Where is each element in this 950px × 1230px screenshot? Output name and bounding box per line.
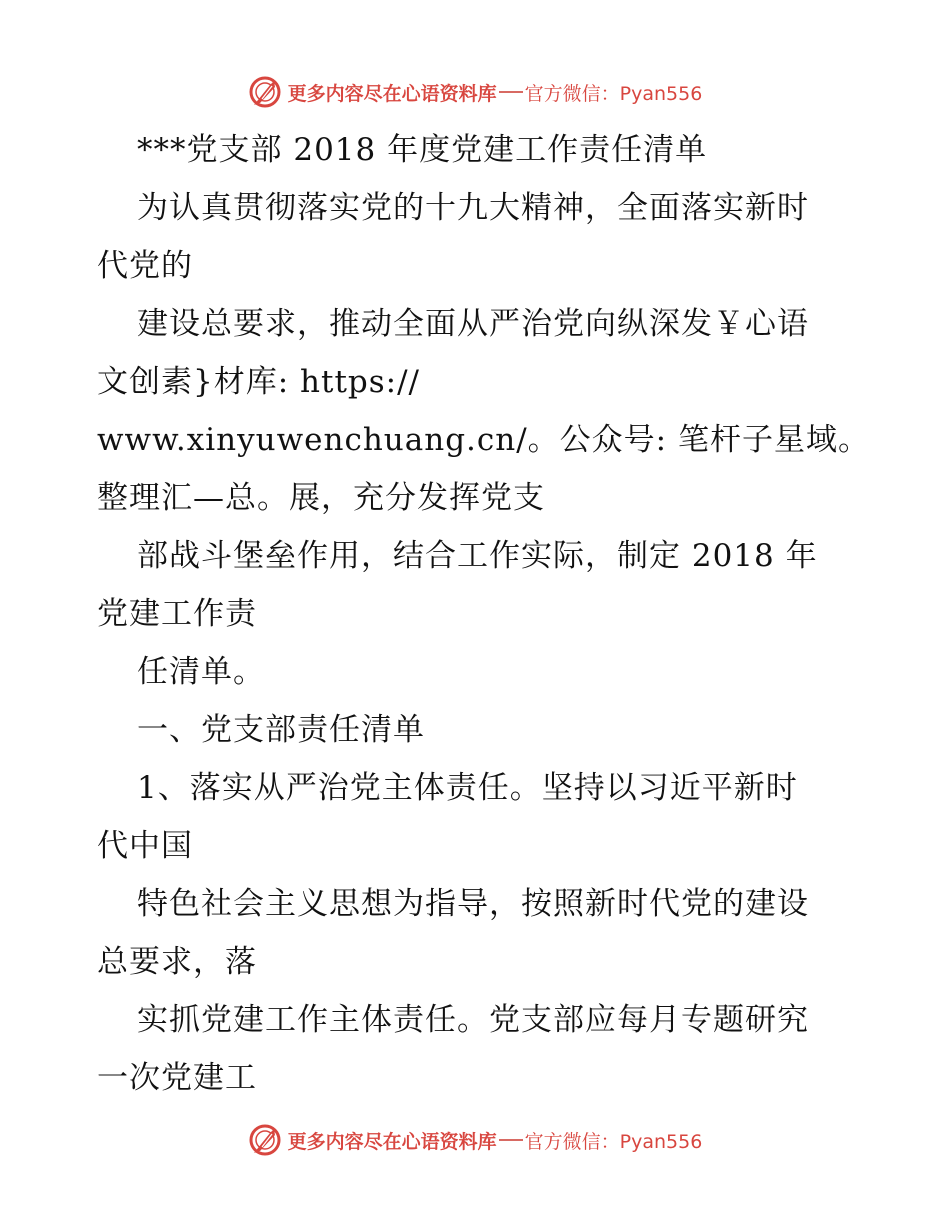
quill-logo-icon bbox=[248, 1123, 282, 1157]
footer-banner bbox=[0, 1120, 950, 1160]
banner-dash-divider bbox=[499, 91, 523, 93]
document-line: 一、党支部责任清单 bbox=[137, 712, 425, 748]
document-line: 建设总要求，推动全面从严治党向纵深发￥心语 bbox=[137, 306, 809, 342]
banner-wechat: 官方微信：Pyan556 bbox=[524, 82, 703, 105]
banner-dash-divider bbox=[499, 1139, 523, 1141]
banner-slogan: 更多内容尽在心语资料库 bbox=[287, 82, 497, 105]
document-line: 总要求，落 bbox=[97, 944, 257, 980]
document-line: www.xinyuwenchuang.cn/。公众号: 笔杆子星域。 bbox=[97, 422, 870, 458]
document-line: 实抓党建工作主体责任。党支部应每月专题研究 bbox=[137, 1002, 809, 1038]
document-line: 一次党建工 bbox=[97, 1060, 257, 1096]
document-line: 代中国 bbox=[97, 828, 193, 864]
document-line: 文创素}材库: https:// bbox=[97, 364, 420, 400]
document-line: 部战斗堡垒作用，结合工作实际，制定 2018 年 bbox=[137, 538, 818, 574]
document-line: 特色社会主义思想为指导，按照新时代党的建设 bbox=[137, 886, 809, 922]
document-line: 1、落实从严治党主体责任。坚持以习近平新时 bbox=[137, 770, 798, 806]
document-line: 代党的 bbox=[97, 248, 193, 284]
document-line: 党建工作责 bbox=[97, 596, 257, 632]
quill-logo-icon bbox=[248, 75, 282, 109]
document-line: ***党支部 2018 年度党建工作责任清单 bbox=[137, 132, 708, 168]
document-line: 整理汇—总。展，充分发挥党支 bbox=[97, 480, 545, 516]
document-line: 为认真贯彻落实党的十九大精神，全面落实新时 bbox=[137, 190, 809, 226]
document-line: 任清单。 bbox=[137, 654, 265, 690]
banner-wechat: 官方微信：Pyan556 bbox=[524, 1130, 703, 1153]
document-body bbox=[97, 121, 870, 1107]
header-banner bbox=[0, 72, 950, 112]
banner-slogan: 更多内容尽在心语资料库 bbox=[287, 1130, 497, 1153]
